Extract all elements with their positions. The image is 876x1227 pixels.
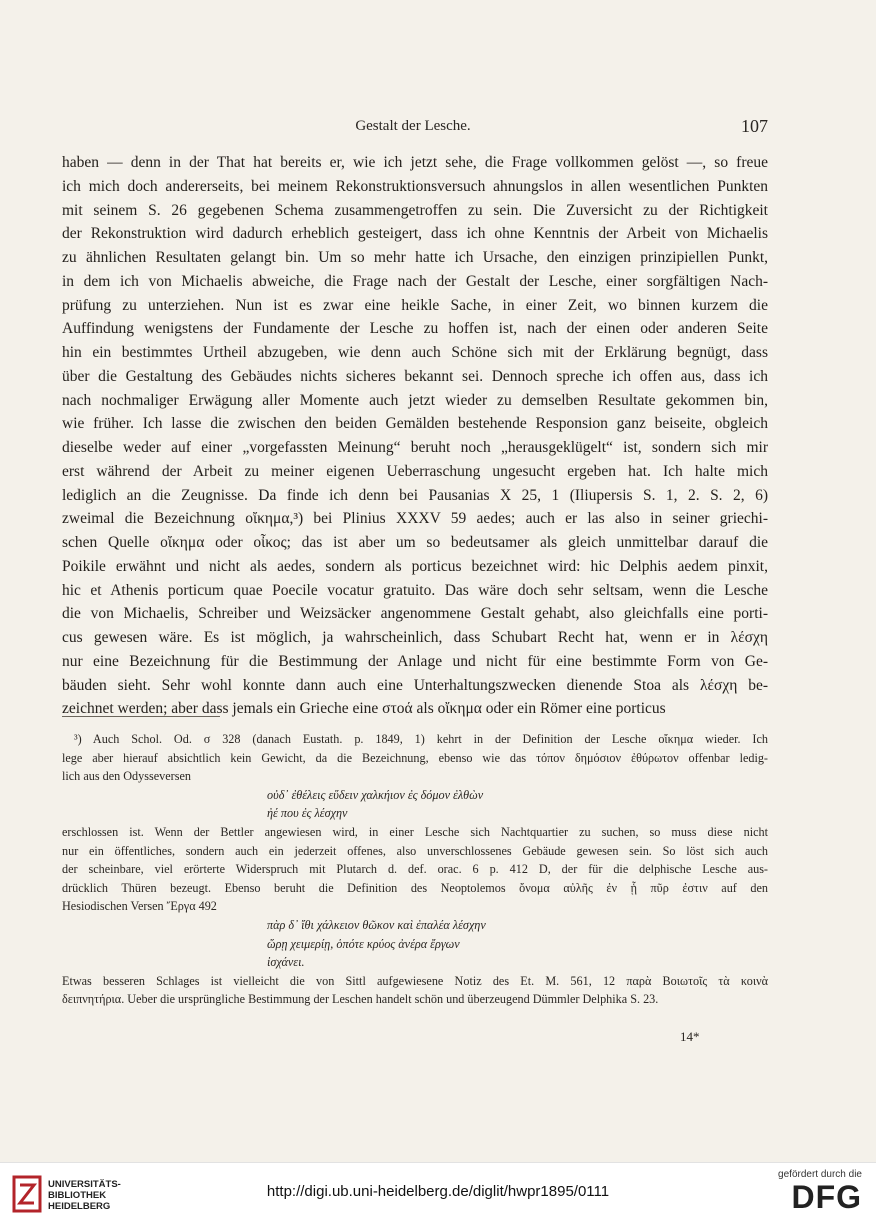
- body-line: hic et Athenis porticum quae Poecile vocatur gratuito. Das wäre doch sehr seltsam, wenn die Lesche: [62, 581, 768, 599]
- footnote-line: erschlossen ist. Wenn der Bettler angewiesen wird, in einer Lesche sich Nachtquartier zu suchen, so muss diese nicht: [62, 824, 768, 839]
- body-line: zu ähnlichen Resultaten gelangt bin. Um so mehr hatte ich Ursache, den einzigen prinzipiellen Punkt,: [62, 249, 768, 266]
- footnote-verse: πὰρ δ᾽ ἴθι χάλκειον θῶκον καὶ ἐπαλέα λέσχην: [267, 917, 486, 932]
- footnote-line: drücklich Thüren bezeugt. Ebenso beruht die Definition des Neoptolemos ὄνομα αὐλῆς ἐν ᾗ πῦρ ἐστιν auf den: [62, 880, 768, 895]
- footnote-line: Hesiodischen Versen Ἔργα 492: [62, 899, 217, 914]
- permalink-url[interactable]: http://digi.ub.uni-heidelberg.de/diglit/hwpr1895/0111: [266, 1183, 610, 1200]
- sponsor-label: gefördert durch die: [778, 1169, 862, 1180]
- body-line: zeichnet werden; aber dass jemals ein Grieche eine στοά als οἴκημα oder ein Römer eine porticus: [62, 700, 666, 718]
- body-line: ich mich doch andererseits, bei meinem Rekonstruktionsversuch ahnungslos in allen wesentlichen Punkten: [62, 177, 768, 195]
- footnote-verse: ἰσχάνει.: [267, 955, 305, 970]
- body-line: prüfung zu unterziehen. Nun ist es zwar eine heikle Sache, in einer Zeit, wo binnen kurzem die: [62, 296, 768, 314]
- body-line: haben — denn in der That hat bereits er, wie ich jetzt sehe, die Frage vollkommen gelöst —, so freue: [62, 154, 768, 171]
- footnote-verse: οὐδ᾽ ἐθέλεις εὕδειν χαλκήιον ἐς δόμον ἐλθὼν: [267, 787, 484, 802]
- body-line: Auffindung wenigstens der Fundamente der Lesche zu hoffen ist, nach der einen oder anderen Seite: [62, 320, 768, 338]
- body-line: dieselbe weder auf einer „vorgefassten Meinung“ beruht noch „herausgeklügelt“ ist, sondern sich mir: [62, 439, 768, 456]
- body-line: über die Gestaltung des Gebäudes nichts sicheres bekannt sei. Dennoch spreche ich offen aus, dass ich: [62, 367, 768, 385]
- body-line: mit seinem S. 26 gegebenen Schema zusammengetroffen zu sein. Die Zuversicht zu der Richtigkeit: [62, 201, 768, 219]
- footnote-line: nur ein öffentliches, sondern auch ein jederzeit offenes, also unverschlossenes Gebäude gewesen sein. So löst sich auch: [62, 843, 768, 858]
- body-line: in dem ich von Michaelis abweiche, die Frage nach der Gestalt der Lesche, einer sorgfältigen Nach-: [62, 272, 768, 290]
- body-line: Poikile erwähnt und nicht als aedes, sondern als porticus bezeichnet wird: hic Delphis aedem pinxit,: [62, 557, 768, 575]
- body-line: schen Quelle οἴκημα oder οἶκος; das ist aber um so bedeutsamer als gleich unmittelbar darauf die: [62, 534, 768, 551]
- body-line: cus gewesen wäre. Es ist möglich, ja wahrscheinlich, dass Schubart Recht hat, wenn er in λέσχη: [62, 629, 768, 646]
- body-line: erst während der Arbeit zu meiner eigenen Ueberraschung ungesucht ergeben hat. Ich halte mich: [62, 462, 768, 480]
- body-line: nur eine Bezeichnung für die Bestimmung der Anlage und nicht für eine bestimmte Form von Ge-: [62, 652, 768, 670]
- dfg-logo[interactable]: [770, 1169, 862, 1221]
- footnote-divider: [62, 716, 220, 717]
- body-line: bäuden sieht. Sehr wohl konnte dann auch eine Unterhaltungszwecken dienende Stoa als λέσχη be-: [62, 676, 768, 694]
- footer-bar: [0, 1162, 876, 1227]
- footnote-verse: ὥρῃ χειμερίῃ, ὁπότε κρύος ἀνέρα ἔργων: [267, 936, 460, 951]
- footnote-line: lich aus den Odysseversen: [62, 769, 191, 784]
- footnote-verse: ἠέ που ἐς λέσχην: [267, 806, 348, 821]
- body-line: zweimal die Bezeichnung οἴκημα,³) bei Plinius XXXV 59 aedes; auch er las also in seiner griechi-: [62, 510, 768, 528]
- signature-mark: 14*: [680, 1029, 700, 1044]
- library-name: UNIVERSITÄTS- BIBLIOTHEK HEIDELBERG: [48, 1179, 121, 1212]
- footnote-line: δειπνητήρια. Ueber die ursprüngliche Bestimmung der Leschen handelt schön und überzeugend Dümmler Delphika S. 23.: [62, 992, 659, 1007]
- body-text: [62, 151, 768, 721]
- running-header: [58, 118, 768, 142]
- body-line: nach nochmaliger Erwägung aller Momente auch jetzt wieder zu demselben Resultate gekommen bin,: [62, 391, 768, 409]
- footnote-line: ³) Auch Schol. Od. σ 328 (danach Eustath. p. 1849, 1) kehrt in der Definition der Lesche οἴκημα wieder. Ich: [74, 732, 768, 746]
- body-line: wie früher. Ich lasse die zwischen den beiden Gemälden bestehende Responsion ganz beiseite, obgleich: [62, 415, 768, 433]
- body-line: die von Michaelis, Schreiber und Weizsäcker angenommene Gestalt gehabt, also gleichfalls eine porti-: [62, 605, 768, 623]
- body-line: lediglich an die Zeugnisse. Da finde ich denn bei Pausanias X 25, 1 (Iliupersis S. 1, 2. S. 2, 6): [62, 486, 768, 504]
- footnote-line: Etwas besseren Schlages ist vielleicht die von Sittl aufgewiesene Notiz des Et. M. 561, 12 παρὰ Βοιωτοῖς τὰ κοινὰ: [62, 973, 768, 988]
- body-line: der Rekonstruktion wird dadurch erheblich gesteigert, dass ich ohne Kenntnis der Arbeit von Michaelis: [62, 225, 768, 243]
- footnotes: [62, 730, 768, 1009]
- footnote-line: der scheinbare, viel erörterte Widerspruch mit Plutarch d. def. orac. 6 p. 412 D, der für die delphische Lesche aus-: [62, 862, 768, 877]
- running-title: Gestalt der Lesche.: [355, 118, 471, 134]
- dfg-wordmark: DFG: [791, 1179, 862, 1215]
- page-number: 107: [741, 116, 768, 136]
- footnote-line: lege aber hierauf absichtlich kein Gewicht, da die Bezeichnung, ebenso wie das τόπον δημόσιον ἐθύρωτον offenbar ledig-: [62, 750, 768, 765]
- body-line: hin ein bestimmtes Urtheil abzugeben, wie denn auch Schöne sich mit der Erklärung begnügt, dass: [62, 344, 768, 361]
